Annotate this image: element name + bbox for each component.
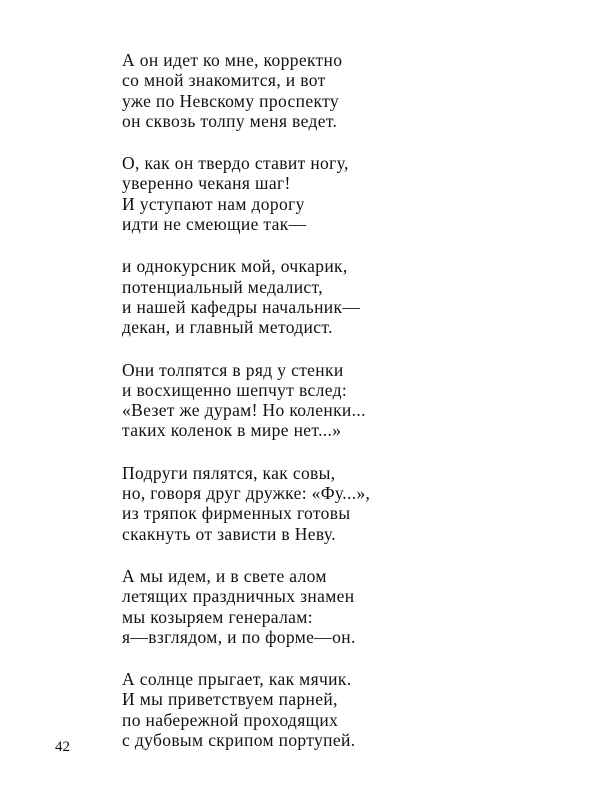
- stanza-5: [122, 463, 562, 544]
- stanza-6: [122, 566, 562, 647]
- poem-line: А солнце прыгает, как мячик.: [122, 669, 352, 690]
- poem-line: О, как он твердо ставит ногу,: [122, 153, 349, 174]
- poem-line: потенциальный медалист,: [122, 276, 323, 297]
- poem-line: по набережной проходящих: [122, 709, 339, 730]
- poem-line: идти не смеющие так—: [122, 214, 307, 235]
- poem-line: А мы идем, и в свете алом: [122, 565, 327, 586]
- poem-line: летящих праздничных знамен: [122, 586, 355, 607]
- poem-line: и восхищенно шепчут вслед:: [122, 379, 348, 400]
- poem-line: но, говоря друг дружке: «Фу...»,: [122, 483, 371, 504]
- poem-line: И уступают нам дорогу: [122, 193, 305, 214]
- stanza-3: [122, 256, 562, 337]
- poem-line: таких коленок в мире нет...»: [122, 420, 342, 441]
- poem-line: уже по Невскому проспекту: [122, 90, 339, 111]
- poem-line: и однокурсник мой, очкарик,: [122, 256, 348, 277]
- poem-line: «Везет же дурам! Но коленки...: [122, 400, 366, 421]
- poem-line: и нашей кафедры начальник—: [122, 296, 361, 317]
- poem-line: с дубовым скрипом портупей.: [122, 730, 356, 751]
- poem-line: Они толпятся в ряд у стенки: [122, 359, 344, 380]
- poem-line: И мы приветствуем парней,: [122, 689, 338, 710]
- poem-body: [122, 50, 562, 772]
- poem-line: А он идет ко мне, корректно: [122, 50, 343, 70]
- poem-line: из тряпок фирменных готовы: [122, 503, 351, 524]
- poem-line: уверенно чеканя шаг!: [122, 173, 291, 194]
- page-number: 42: [55, 739, 70, 755]
- stanza-1: [122, 50, 562, 131]
- poem-line: Подруги пялятся, как совы,: [122, 462, 336, 483]
- poem-line: я—взглядом, и по форме—он.: [122, 626, 356, 647]
- stanza-7: [122, 669, 562, 750]
- poem-line: он сквозь толпу меня ведет.: [122, 110, 338, 131]
- stanza-4: [122, 360, 562, 441]
- poem-line: декан, и главный методист.: [122, 317, 333, 338]
- poem-line: со мной знакомится, и вот: [122, 70, 326, 91]
- poem-line: скакнуть от зависти в Неву.: [122, 523, 336, 544]
- poem-line: мы козыряем генералам:: [122, 606, 313, 627]
- stanza-2: [122, 153, 562, 234]
